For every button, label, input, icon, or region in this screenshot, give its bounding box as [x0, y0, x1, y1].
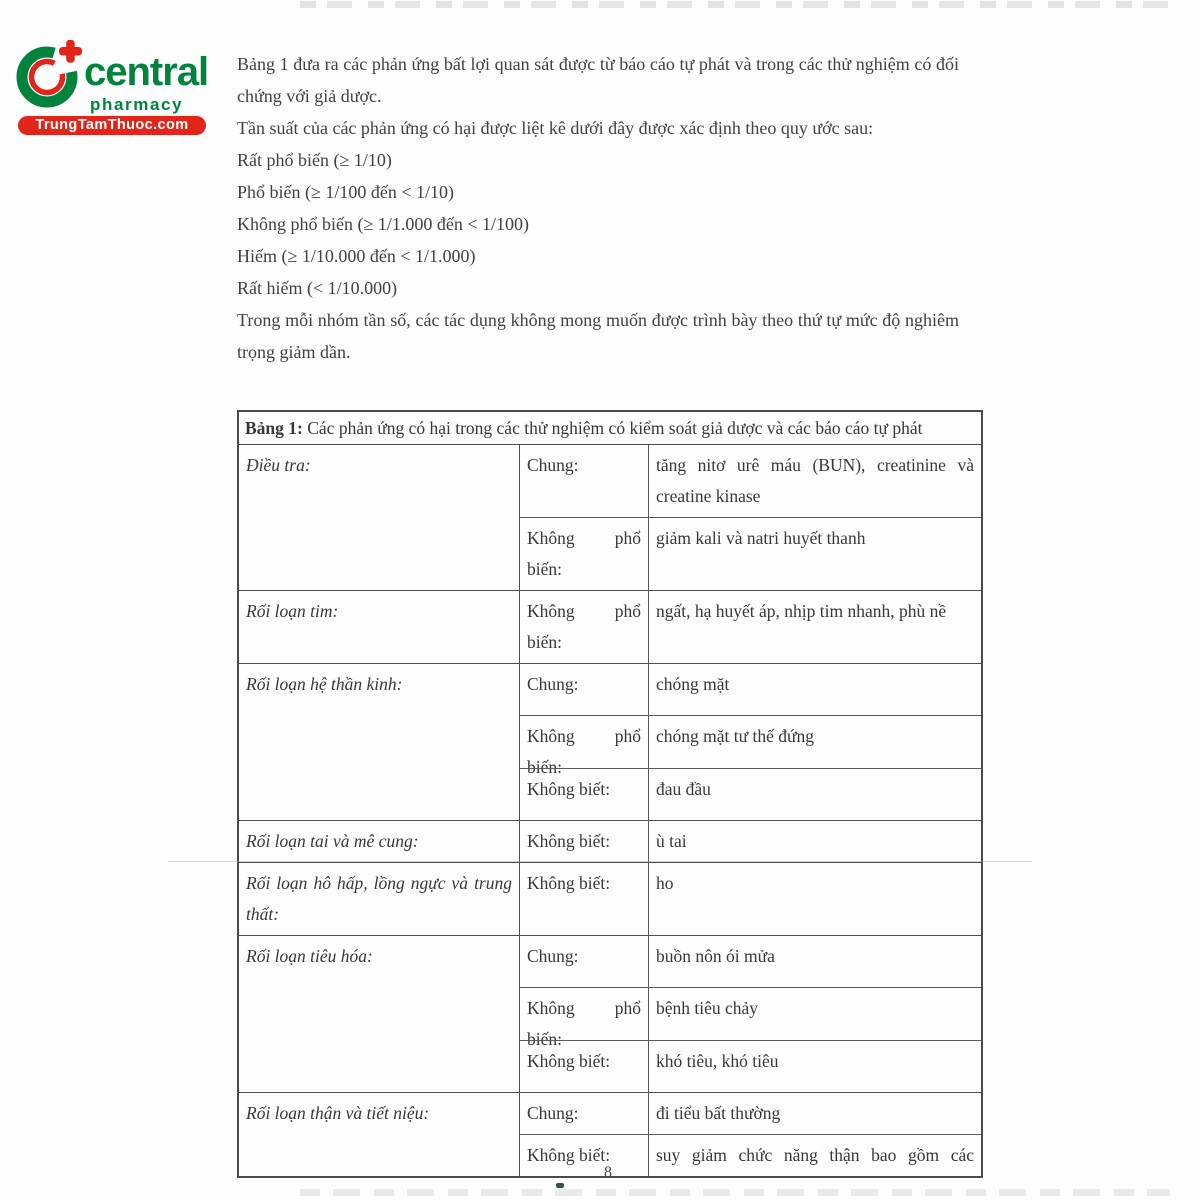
table-caption-prefix: Bảng 1:	[245, 418, 303, 438]
scan-artifact-top	[300, 1, 1170, 8]
effect-cell: tăng nitơ urê máu (BUN), creatinine và creatine kinase	[656, 455, 974, 506]
effect-cell: ù tai	[656, 831, 687, 851]
effect-cell: đau đầu	[656, 778, 711, 799]
central-pharmacy-logo	[14, 38, 214, 138]
table-subrows	[520, 821, 981, 862]
organ-class-cell: Rối loạn tiêu hóa:	[239, 936, 520, 1092]
frequency-line: Không phổ biến (≥ 1/1.000 đến < 1/100)	[237, 214, 529, 234]
effect-cell: giảm kali và natri huyết thanh	[656, 528, 866, 548]
table-group	[239, 820, 981, 862]
table-caption-text: Các phản ứng có hại trong các thử nghiệm có kiểm soát giả dược và các báo cáo tự phát	[302, 418, 923, 438]
table-subrows	[520, 591, 981, 663]
table-row	[520, 445, 981, 517]
frequency-line: Phổ biến (≥ 1/100 đến < 1/10)	[237, 182, 455, 202]
table-row	[520, 987, 981, 1050]
logo-brand-text: central	[84, 50, 209, 94]
table-caption	[239, 412, 981, 445]
organ-class-cell: Rối loạn tim:	[239, 591, 520, 663]
table-group	[239, 445, 981, 590]
frequency-cell: Không biết:	[520, 769, 649, 820]
frequency-cell: Chung:	[520, 1093, 649, 1134]
table-group	[239, 663, 981, 820]
table-subrows	[520, 445, 981, 590]
table-group	[239, 862, 981, 935]
frequency-cell: Không phổ biến:	[520, 988, 649, 1039]
effect-cell: ho	[656, 873, 674, 893]
frequency-cell: Không biết:	[520, 1041, 649, 1092]
table-row	[520, 936, 981, 987]
effect-cell: suy giảm chức năng thận bao gồm các	[656, 1145, 974, 1165]
frequency-cell: Không biết:	[520, 1135, 649, 1176]
effect-cell: đi tiểu bất thường	[656, 1103, 781, 1123]
organ-class-cell: Rối loạn thận và tiết niệu:	[239, 1093, 520, 1176]
intro-text-block	[237, 48, 959, 368]
scan-artifact-bottom	[300, 1189, 1170, 1196]
organ-class-cell: Rối loạn hô hấp, lồng ngực và trung thất:	[239, 863, 520, 935]
frequency-line: Hiếm (≥ 1/10.000 đến < 1/1.000)	[237, 246, 476, 266]
adverse-table-body	[239, 445, 981, 1176]
table-row	[520, 517, 981, 590]
frequency-cell: Chung:	[520, 445, 649, 517]
table-subrows	[520, 863, 981, 935]
intro-paragraph-3: Trong mỗi nhóm tần số, các tác dụng không mong muốn được trình bày theo thứ tự mức độ nghiêm trọng giảm dần.	[237, 310, 959, 362]
table-row	[520, 591, 981, 663]
table-row	[520, 821, 981, 862]
effect-cell: chóng mặt	[656, 674, 730, 694]
frequency-cell: Không biết:	[520, 863, 649, 935]
frequency-cell: Chung:	[520, 936, 649, 987]
frequency-cell: Không phổ biến:	[520, 591, 649, 663]
table-row	[520, 1040, 981, 1092]
effect-cell: chóng mặt tư thế đứng	[656, 726, 814, 747]
effect-cell: bệnh tiêu chảy	[656, 998, 759, 1019]
table-row	[520, 768, 981, 820]
table-subrows	[520, 664, 981, 820]
frequency-cell: Không phổ biến:	[520, 716, 649, 767]
effect-cell: buồn nôn ói mửa	[656, 946, 775, 966]
central-pharmacy-logo-icon	[16, 40, 82, 110]
effect-cell: khó tiêu, khó tiêu	[656, 1050, 779, 1071]
logo-subtitle-text: pharmacy	[90, 95, 184, 114]
scan-artifact-dot	[556, 1183, 564, 1188]
table-row	[520, 1093, 981, 1134]
effect-cell: ngất, hạ huyết áp, nhịp tim nhanh, phù nề	[656, 601, 947, 621]
logo-site-text: TrungTamThuoc.com	[35, 117, 189, 133]
logo-site-badge	[18, 116, 206, 135]
intro-paragraph-2: Tần suất của các phản ứng có hại được liệt kê dưới đây được xác định theo quy ước sau:	[237, 118, 874, 138]
table-group	[239, 935, 981, 1092]
frequency-cell: Không biết:	[520, 821, 649, 862]
organ-class-cell: Rối loạn hệ thần kinh:	[239, 664, 520, 820]
table-group	[239, 590, 981, 663]
frequency-line: Rất phổ biến (≥ 1/10)	[237, 150, 392, 170]
frequency-cell: Chung:	[520, 664, 649, 715]
table-row	[520, 715, 981, 778]
table-row	[520, 664, 981, 715]
intro-paragraph-1: Bảng 1 đưa ra các phản ứng bất lợi quan sát được từ báo cáo tự phát và trong các thử nghiệm có đối chứng với giả dược.	[237, 54, 959, 106]
frequency-cell: Không phổ biến:	[520, 518, 649, 590]
table-subrows	[520, 936, 981, 1092]
page-number: 8	[604, 1164, 612, 1181]
frequency-line: Rất hiếm (< 1/10.000)	[237, 278, 398, 298]
adverse-reactions-table	[237, 410, 983, 1178]
organ-class-cell: Điều tra:	[239, 445, 520, 590]
table-row	[520, 863, 981, 935]
organ-class-cell: Rối loạn tai và mê cung:	[239, 821, 520, 862]
